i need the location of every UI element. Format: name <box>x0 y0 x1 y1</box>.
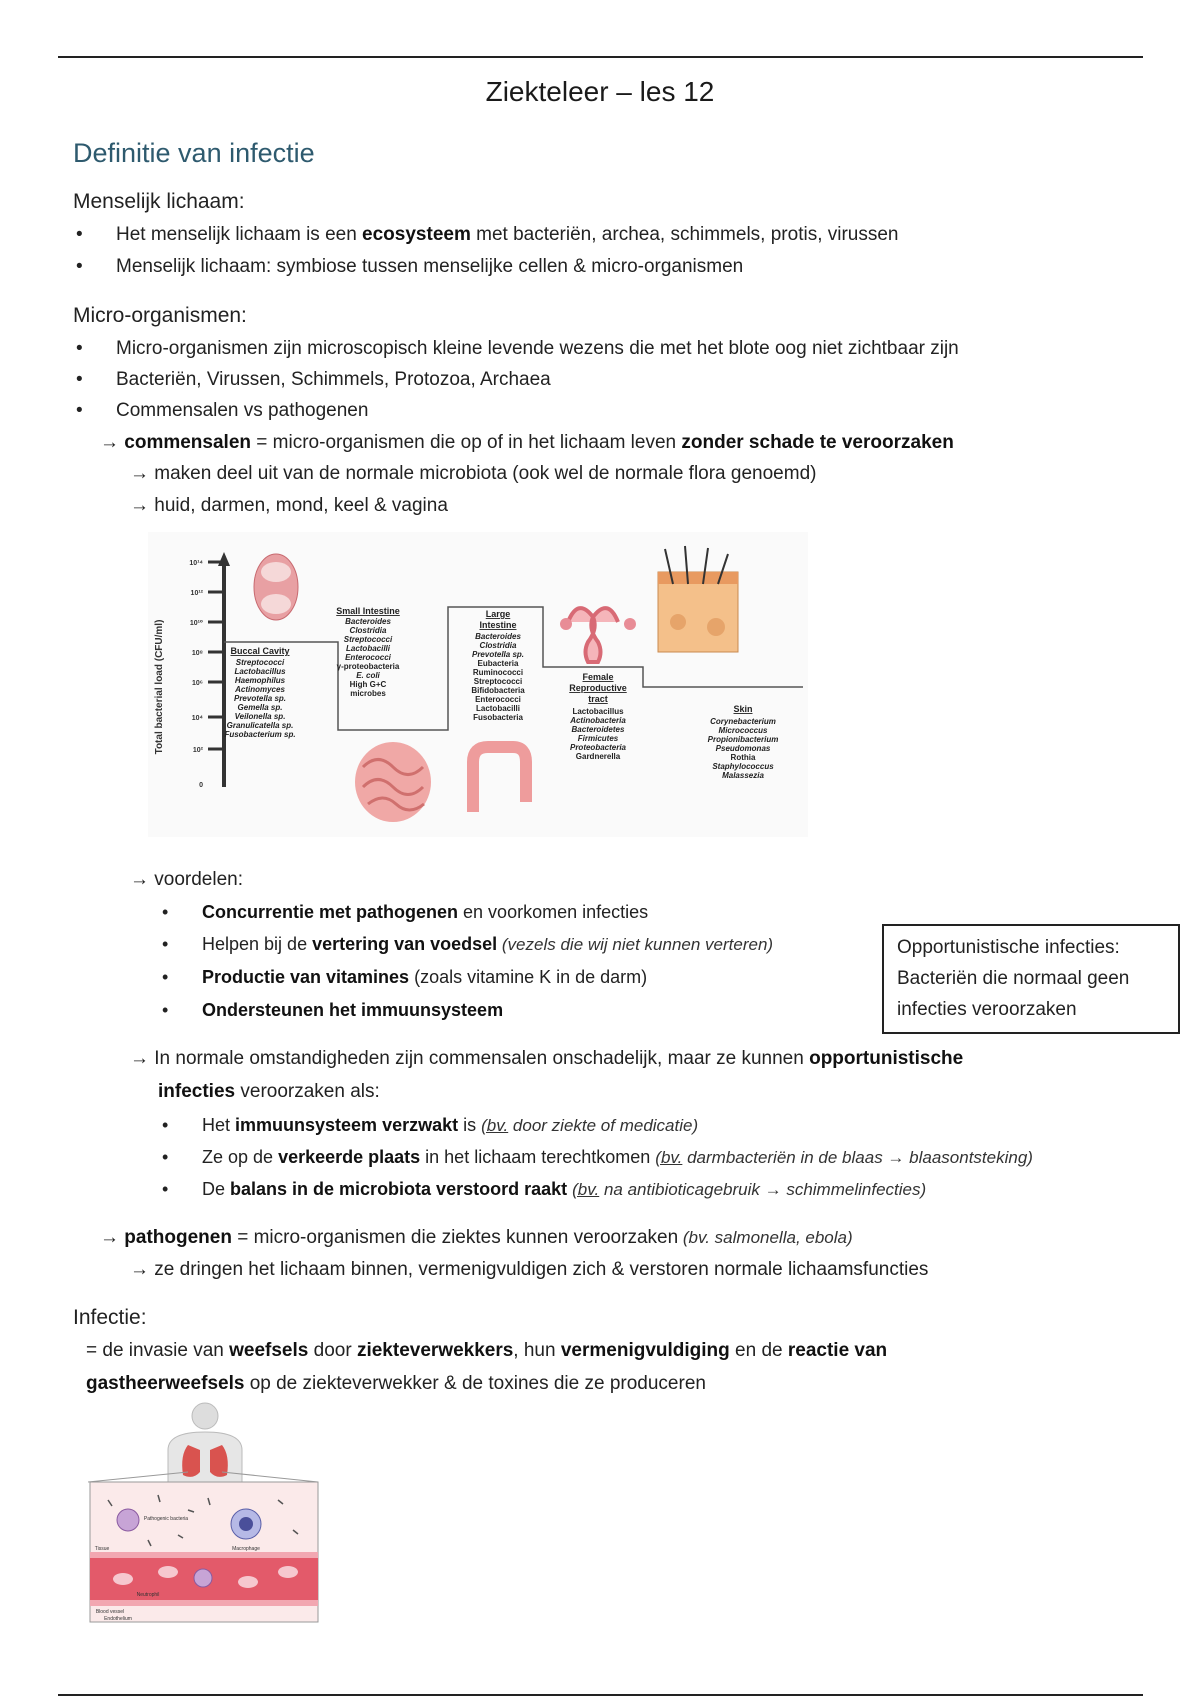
infection-figure <box>88 1400 323 1625</box>
large-item: Ruminococci <box>472 668 524 677</box>
text-span: , hun <box>513 1340 561 1361</box>
large-item: Fusobacteria <box>473 713 523 722</box>
text-span: = micro-organismen die ziektes kunnen veroorzaken <box>231 1227 679 1248</box>
buccal-item: Actinomyces <box>235 685 285 694</box>
arrow: → <box>100 432 119 453</box>
micro-heading: Micro-organismen: <box>73 304 247 327</box>
bold-span: gastheerweefsels <box>86 1373 245 1394</box>
bold-span: opportunistische <box>809 1048 964 1069</box>
endo-label: Endothelium <box>104 1616 132 1622</box>
infectie-line-2 <box>86 1372 706 1396</box>
italic-span: (bv. <box>572 1180 600 1199</box>
blood-label: Blood vessel <box>95 1609 125 1615</box>
italic-span: door ziekte of medicatie) <box>508 1116 699 1135</box>
text-span: De <box>202 1179 231 1199</box>
bold-span: pathogenen <box>124 1227 232 1248</box>
immune-cell <box>117 1509 139 1531</box>
tick-label: 10¹⁴ <box>189 560 203 567</box>
large-item: Enterococci <box>475 695 521 704</box>
female-item: Proteobacteria <box>569 743 627 752</box>
italic-span: (bv. salmonella, ebola) <box>678 1228 853 1247</box>
skin-item: Micrococcus <box>718 726 768 735</box>
small-item: E. coli <box>356 671 380 680</box>
box-line-3: infecties veroorzaken <box>897 999 1077 1020</box>
female-item: Actinobacteria <box>570 716 626 725</box>
small-item: Bacteroides <box>345 617 391 626</box>
tick-label: 10² <box>192 747 203 754</box>
page-title: Ziekteleer – les 12 <box>485 76 715 107</box>
text-span: op de ziekteverwekker & de toxines die ze produceren <box>244 1373 706 1394</box>
small-item: Streptococci <box>343 635 393 644</box>
bold-span: Concurrentie met pathogenen <box>202 902 459 922</box>
skin-item: Pseudomonas <box>715 744 771 753</box>
italic-span: (vezels die wij niet kunnen verteren) <box>497 935 774 954</box>
italic-span: na antibioticagebruik → schimmelinfecties) <box>599 1180 927 1199</box>
micro-bullet-3: • Commensalen vs pathogenen <box>116 399 368 423</box>
skin-item: Malassezia <box>722 771 764 780</box>
opportunistic-box <box>882 924 1180 1034</box>
tick-label: 10⁶ <box>191 680 203 687</box>
text-span: Het <box>202 1115 236 1135</box>
skin-item: Corynebacterium <box>710 717 776 726</box>
text-span: met bacteriën, archea, schimmels, protis, virussen <box>470 224 899 245</box>
tick-label: 10⁴ <box>191 715 203 722</box>
bold-span: Ondersteunen het immuunsysteem <box>202 1000 504 1020</box>
pathogenen-sub-1: → ze dringen het lichaam binnen, vermenigvuldigen zich & verstoren normale lichaamsfuncties <box>130 1259 929 1280</box>
menselijk-bullet-1 <box>116 223 899 247</box>
top-rule <box>58 56 1143 58</box>
small-item: Clostridia <box>349 626 387 635</box>
micro-bullet-2: • Bacteriën, Virussen, Schimmels, Protozoa, Archaea <box>116 368 551 392</box>
italic-span: (bv. <box>481 1116 509 1135</box>
neutrophil-cell <box>194 1569 212 1587</box>
female-title-3: tract <box>588 694 608 704</box>
italic-span: darmbacteriën in de blaas → blaasontsteking) <box>682 1148 1033 1167</box>
female-item: Gardnerella <box>575 752 621 761</box>
buccal-item: Streptococci <box>235 658 285 667</box>
box-line-2: Bacteriën die normaal geen <box>897 968 1130 989</box>
tissue-label: Tissue <box>94 1546 110 1552</box>
tick-label: 0 <box>199 782 203 789</box>
buccal-item: Fusobacterium sp. <box>224 730 296 739</box>
buccal-item: Prevotella sp. <box>233 694 287 703</box>
menselijk-heading: Menselijk lichaam: <box>73 190 245 213</box>
small-title: Small Intestine <box>336 606 400 616</box>
text-span: (zoals vitamine K in de darm) <box>409 967 648 987</box>
bold-span: Productie van vitamines <box>202 967 410 987</box>
tick-label: 10⁸ <box>191 650 203 657</box>
large-item: Prevotella sp. <box>471 650 525 659</box>
italic-span: (bv. <box>655 1148 683 1167</box>
arrow: → <box>100 1227 119 1248</box>
mouth-illustration <box>254 554 298 620</box>
skin-item: Propionibacterium <box>707 735 779 744</box>
large-item: Lactobacilli <box>475 704 521 713</box>
voordeel-4 <box>202 998 503 1022</box>
female-item: Bacteroidetes <box>571 725 625 734</box>
large-title-2: Intestine <box>479 620 517 630</box>
bold-span: balans in de microbiota verstoord raakt <box>230 1179 568 1199</box>
microbiota-figure <box>148 532 808 837</box>
pathogen-label: Pathogenic bacteria <box>143 1516 189 1522</box>
text-span: veroorzaken als: <box>235 1081 380 1102</box>
bold-span: immuunsysteem verzwakt <box>235 1115 459 1135</box>
text-span: → In normale omstandigheden zijn commensalen onschadelijk, maar ze kunnen <box>130 1048 810 1069</box>
bold-span: ecosysteem <box>362 224 471 245</box>
commensalen-sub-1: → maken deel uit van de normale microbiota (ook wel de normale flora genoemd) <box>130 463 817 484</box>
buccal-item: Veilonella sp. <box>234 712 286 721</box>
text-span: is <box>458 1115 482 1135</box>
bold-span: zonder schade te veroorzaken <box>681 432 954 453</box>
voordeel-1 <box>202 900 648 924</box>
buccal-item: Haemophilus <box>234 676 286 685</box>
infectie-heading: Infectie: <box>73 1306 147 1329</box>
buccal-title: Buccal Cavity <box>230 646 290 656</box>
infectie-line-1 <box>86 1339 887 1363</box>
female-item: Firmicutes <box>577 734 619 743</box>
neutrophil-label: Neutrophil <box>136 1592 160 1598</box>
large-item: Bacteroides <box>475 632 521 641</box>
micro-bullet-1: • Micro-organismen zijn microscopisch kleine levende wezens die met het blote oog niet zichtbaar zijn <box>116 337 959 361</box>
large-item: Bifidobacteria <box>471 686 525 695</box>
small-item: Lactobacilli <box>345 644 391 653</box>
tick-label: 10¹² <box>190 590 203 597</box>
macrophage-label: Macrophage <box>232 1546 260 1552</box>
skin-title: Skin <box>733 704 753 714</box>
commensalen-sub-2: → huid, darmen, mond, keel & vagina <box>130 495 448 516</box>
text-span: Ze op de <box>202 1147 279 1167</box>
y-axis-label: Total bacterial load (CFU/ml) <box>154 619 165 755</box>
small-intestine-illustration <box>355 742 431 822</box>
bold-span: ziekteverwekkers <box>356 1340 514 1361</box>
female-item: Lactobacillus <box>572 707 624 716</box>
opportun-bullet-1 <box>202 1113 698 1138</box>
text-span: in het lichaam terechtkomen <box>420 1147 656 1167</box>
large-title-1: Large <box>485 609 511 619</box>
menselijk-bullet-2: • Menselijk lichaam: symbiose tussen menselijke cellen & micro-organismen <box>116 255 743 279</box>
text-span: = de invasie van <box>86 1340 230 1361</box>
bold-span: reactie van <box>787 1340 888 1361</box>
commensalen-line <box>100 431 954 455</box>
small-item: High G+C <box>349 680 387 689</box>
buccal-item: Lactobacillus <box>234 667 286 676</box>
tick-label: 10¹⁰ <box>189 620 203 627</box>
voordelen-label: → voordelen: <box>130 869 244 890</box>
bold-span: infecties <box>158 1081 236 1102</box>
voordeel-3 <box>202 965 647 989</box>
text-span: en voorkomen infecties <box>458 902 649 922</box>
bold-span: verkeerde plaats <box>278 1147 421 1167</box>
box-line-1: Opportunistische infecties: <box>897 937 1120 958</box>
small-item: γ-proteobacteria <box>336 662 400 671</box>
female-title-2: Reproductive <box>569 683 627 693</box>
large-item: Streptococci <box>473 677 523 686</box>
opportun-bullet-2 <box>202 1145 1033 1170</box>
opportun-bullet-3 <box>202 1177 926 1202</box>
buccal-item: Gemella sp. <box>237 703 283 712</box>
section-title: Definitie van infectie <box>73 138 315 168</box>
bottom-rule <box>58 1694 1143 1696</box>
large-item: Eubacteria <box>477 659 519 668</box>
large-item: Clostridia <box>479 641 517 650</box>
human-figure-illustration <box>168 1403 242 1490</box>
opportun-line-2 <box>158 1080 380 1104</box>
skin-item: Staphylococcus <box>712 762 774 771</box>
small-item: Enterococci <box>345 653 391 662</box>
opportun-line-1 <box>130 1047 963 1071</box>
pathogenen-line <box>100 1226 853 1250</box>
bold-span: vertering van voedsel <box>312 934 498 954</box>
female-title-1: Female <box>582 672 614 682</box>
text-span: = micro-organismen die op of in het lichaam leven <box>251 432 682 453</box>
text-span: en de <box>729 1340 788 1361</box>
bold-span: vermenigvuldiging <box>560 1340 730 1361</box>
voordeel-2 <box>202 932 773 957</box>
bold-span: commensalen <box>124 432 252 453</box>
text-span: door <box>308 1340 357 1361</box>
bold-span: weefsels <box>229 1340 309 1361</box>
buccal-item: Granulicatella sp. <box>226 721 294 730</box>
skin-item: Rothia <box>730 753 756 762</box>
text-span: Helpen bij de <box>202 934 313 954</box>
small-item: microbes <box>350 689 386 698</box>
text-span: Het menselijk lichaam is een <box>116 224 363 245</box>
